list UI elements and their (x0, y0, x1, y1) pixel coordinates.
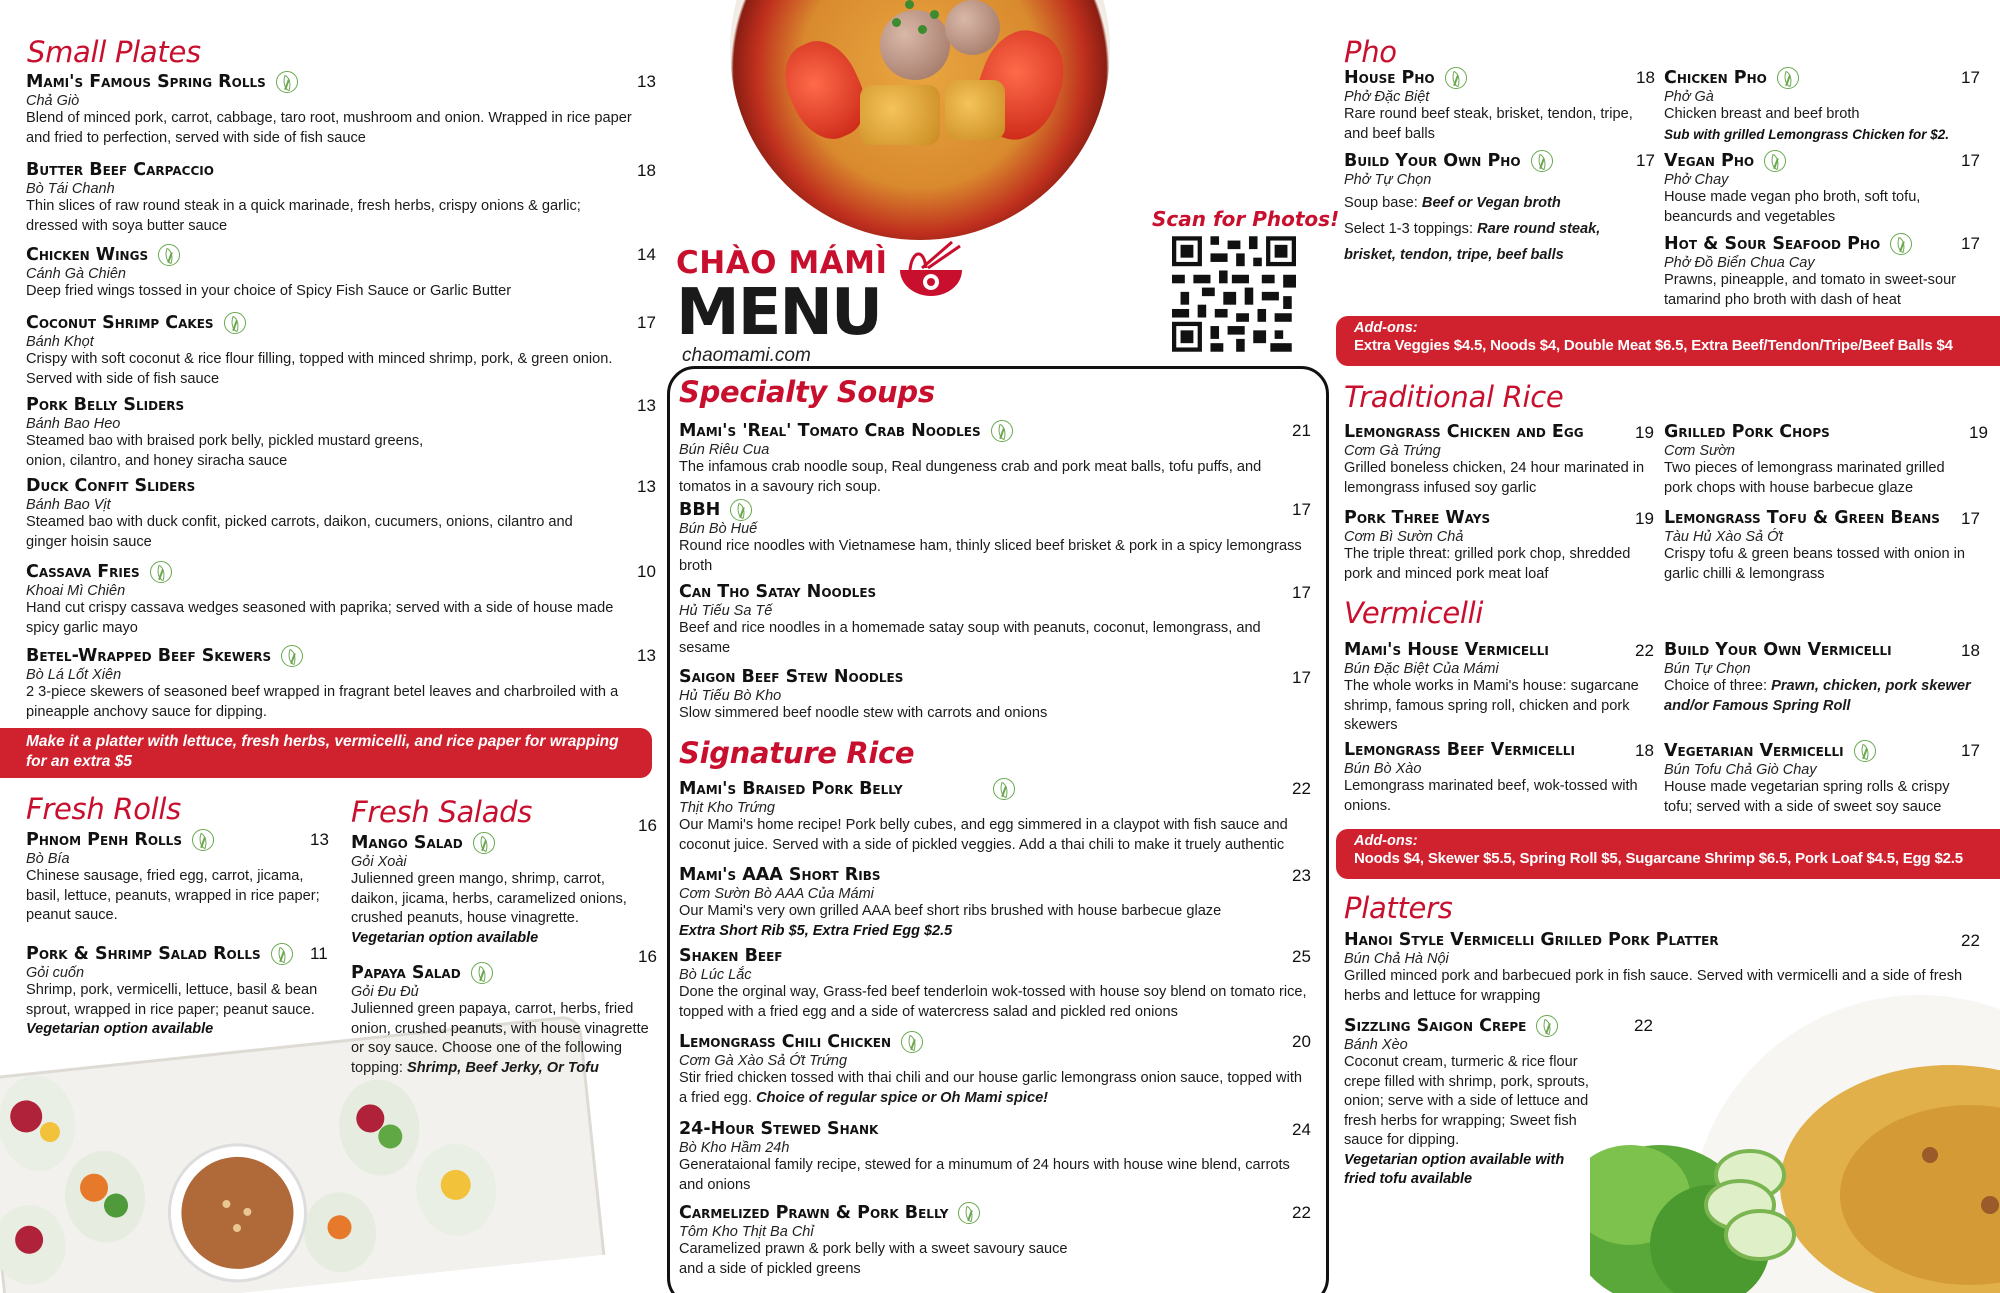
item-vietnamese-name: Bánh Khọt (26, 334, 94, 350)
vegan-leaf-icon (730, 499, 752, 521)
item-price: 17 (1961, 68, 1980, 87)
menu-item-lemongrass-chili-chicken[interactable] (679, 1031, 1319, 1108)
item-vietnamese-name: Bò Lúc Lắc (679, 967, 752, 983)
item-description: Two pieces of lemongrass marinated grilled pork chops with house barbecue glaze (1664, 460, 1945, 496)
brand-name: CHÀO MÁMÌ (676, 245, 888, 281)
item-price: 22 (1635, 641, 1654, 660)
item-description: Crispy tofu & green beans tossed with onion in garlic chilli & lemongrass (1664, 546, 1965, 582)
vegan-leaf-icon (901, 1031, 923, 1053)
item-name: Pork Three Ways (1344, 508, 1491, 528)
item-description: 2 3-piece skewers of seasoned beef wrapped in fragrant betel leaves and charbroiled with a pineapple anchovy sauce for dipping. (26, 684, 619, 720)
item-price: 11 (310, 944, 328, 963)
item-price: 22 (1634, 1016, 1653, 1035)
item-name: Mami's Braised Pork Belly (679, 778, 903, 799)
item-price: 17 (1292, 583, 1311, 602)
item-name: Betel-Wrapped Beef Skewers (26, 645, 272, 666)
item-name: Chicken Pho (1664, 67, 1767, 88)
item-price: 17 (1961, 741, 1980, 760)
menu-item-vegan-pho[interactable] (1664, 150, 1984, 227)
item-price: 24 (1292, 1120, 1311, 1139)
item-description: The infamous crab noodle soup, Real dungeness crab and pork meat balls, tofu puffs, and tomatos in a savoury rich soup. (679, 459, 1262, 495)
item-vietnamese-name: Cơm Gà Xào Sả Ớt Trứng (679, 1053, 848, 1069)
item-description: House made vegetarian spring rolls & crispy tofu; served with a side of sweet soy sauce (1664, 779, 1950, 815)
item-vietnamese-name: Bún Bò Huế (679, 521, 758, 537)
item-description: Our Mami's home recipe! Pork belly cubes, and egg simmered in a claypot with fish sauce and coconut juice. Served with a side of pickled veggies. Add a thai chili to make it truely authentic (679, 817, 1288, 853)
menu-item-saigon-beef-stew[interactable] (679, 667, 1319, 724)
item-description: Beef and rice noodles in a homemade satay soup with peanuts, coconut, lemongrass, and sesame (679, 620, 1261, 656)
menu-item-aaa-short-ribs[interactable] (679, 865, 1319, 941)
item-description: Shrimp, pork, vermicelli, lettuce, basil & bean sprout, wrapped in rice paper; peanut sauce. (26, 982, 318, 1018)
item-description: Julienned green papaya, carrot, herbs, fried onion, crushed peanuts, with house vinagrette or soy sauce. Choose one of the following topping: (351, 1001, 649, 1076)
menu-item-cassava-fries[interactable] (26, 561, 656, 638)
item-vietnamese-name: Phở Đồ Biển Chua Cay (1664, 255, 1815, 271)
menu-item-lemongrass-beef-vermicelli[interactable] (1344, 740, 1664, 816)
item-price: 13 (637, 477, 656, 496)
vegan-leaf-icon (1764, 150, 1786, 172)
item-name: Shaken Beef (679, 946, 783, 966)
item-name: 24-Hour Stewed Shank (679, 1119, 879, 1139)
qr-code-icon[interactable] (1172, 236, 1296, 352)
menu-item-papaya-salad[interactable] (351, 947, 661, 1078)
item-price: 17 (1292, 668, 1311, 687)
menu-item-can-tho-satay-noodles[interactable] (679, 582, 1319, 658)
item-price: 19 (1635, 509, 1654, 528)
section-title-vermicelli: Vermicelli (1344, 596, 1484, 630)
section-title-pho: Pho (1344, 35, 1397, 69)
item-vietnamese-name: Khoai Mì Chiên (26, 583, 126, 599)
noodle-bowl-icon (894, 240, 968, 302)
item-vietnamese-name: Cơm Gà Trứng (1344, 443, 1441, 459)
item-description: Crispy with soft coconut & rice flour filling, topped with minced shrimp, pork, & green onion. Served with side of fish sauce (26, 351, 613, 387)
vegan-leaf-icon (150, 561, 172, 583)
menu-item-hot-sour-seafood-pho[interactable] (1664, 233, 1984, 310)
item-vietnamese-name: Bò Kho Hầm 24h (679, 1140, 790, 1156)
pho-addons-banner (1336, 316, 2000, 366)
addons-list: Extra Veggies $4.5, Noods $4, Double Meat $6.5, Extra Beef/Tendon/Tripe/Beef Balls $4 (1354, 337, 1953, 354)
item-price: 18 (1961, 641, 1980, 660)
item-broth-options: Beef or Vegan broth (1421, 195, 1561, 211)
menu-item-house-vermicelli[interactable] (1344, 640, 1664, 736)
item-vietnamese-name: Bánh Xèo (1344, 1037, 1408, 1053)
vegan-leaf-icon (158, 244, 180, 266)
item-description: Blend of minced pork, carrot, cabbage, taro root, mushroom and onion. Wrapped in rice paper and fried to perfection, served with side of fish sauce (26, 110, 632, 146)
menu-item-build-your-own-vermicelli[interactable] (1664, 640, 1984, 716)
item-name: Mami's Famous Spring Rolls (26, 71, 266, 92)
item-vietnamese-name: Hủ Tiếu Bò Kho (679, 688, 782, 704)
item-name: Lemongrass Tofu & Green Beans (1664, 508, 1940, 528)
item-name: Lemongrass Chili Chicken (679, 1031, 892, 1052)
item-vietnamese-name: Bún Riêu Cua (679, 442, 770, 458)
item-topping-options: Rare round steak, brisket, tendon, tripe, beef balls (1344, 221, 1601, 263)
item-name: Duck Confit Sliders (26, 476, 196, 496)
item-vietnamese-name: Bò Lá Lốt Xiên (26, 667, 122, 683)
item-description: Hand cut crispy cassava wedges seasoned with paprika; served with a side of house made spicy garlic mayo (26, 600, 614, 636)
vegan-leaf-icon (224, 312, 246, 334)
menu-item-hanoi-grilled-pork-platter[interactable] (1344, 930, 1984, 1006)
item-vietnamese-name: Gỏi Xoài (351, 854, 407, 870)
vegan-leaf-icon (993, 778, 1015, 800)
vegan-leaf-icon (471, 962, 493, 984)
item-topping-label: Select 1-3 toppings: (1344, 221, 1473, 237)
section-title-specialty-soups: Specialty Soups (679, 375, 935, 409)
addons-list: Noods $4, Skewer $5.5, Spring Roll $5, Sugarcane Shrimp $6.5, Pork Loaf $4.5, Egg $2.5 (1354, 850, 1963, 867)
item-name: Coconut Shrimp Cakes (26, 312, 214, 333)
menu-heading: MENU (676, 276, 881, 350)
item-name: Mami's 'Real' Tomato Crab Noodles (679, 420, 981, 441)
vegan-leaf-icon (1854, 740, 1876, 762)
vegan-leaf-icon (991, 420, 1013, 442)
item-name: Mami's House Vermicelli (1344, 640, 1549, 660)
vegan-leaf-icon (1531, 150, 1553, 172)
item-description: The triple threat: grilled pork chop, shredded pork and minced pork meat loaf (1344, 546, 1631, 582)
section-title-fresh-salads: Fresh Salads (351, 795, 533, 829)
item-description: Choice of three: (1664, 678, 1768, 694)
item-price: 17 (1961, 151, 1980, 170)
vegan-leaf-icon (1777, 67, 1799, 89)
item-vietnamese-name: Bò Tái Chanh (26, 181, 115, 197)
section-title-signature-rice: Signature Rice (679, 736, 915, 770)
item-name: Build Your Own Pho (1344, 150, 1521, 171)
scan-for-photos-label: Scan for Photos! (1152, 207, 1340, 231)
item-description: Thin slices of raw round steak in a quick marinade, fresh herbs, crispy onions & garlic; dressed with soya butter sauce (26, 198, 581, 234)
item-price: 13 (637, 72, 656, 91)
item-vietnamese-name: Phở Đặc Biệt (1344, 89, 1430, 105)
vegan-leaf-icon (1536, 1015, 1558, 1037)
menu-item-betel-beef-skewers[interactable] (26, 645, 656, 722)
item-vietnamese-name: Bún Đặc Biệt Của Mámi (1344, 661, 1499, 677)
item-topping-options: Shrimp, Beef Jerky, Or Tofu (407, 1059, 599, 1076)
item-description: Round rice noodles with Vietnamese ham, thinly sliced beef brisket & pork in a spicy lemongrass broth (679, 538, 1302, 574)
item-description: Stir fried chicken tossed with thai chili and our house garlic lemongrass onion sauce, topped with a fried egg. (679, 1070, 1303, 1106)
item-vietnamese-name: Bún Tofu Chả Giò Chay (1664, 762, 1817, 778)
item-description: Done the orginal way, Grass-fed beef tenderloin wok-tossed with house soy blend on tomato rice, topped with a fried egg and a side of watercress salad and pickled red onions (679, 984, 1307, 1020)
item-name: Lemongrass Beef Vermicelli (1344, 740, 1575, 760)
item-vietnamese-name: Bún Tự Chọn (1664, 661, 1751, 677)
item-vietnamese-name: Bánh Bao Heo (26, 416, 121, 432)
item-price: 22 (1292, 779, 1311, 798)
item-description: Grilled boneless chicken, 24 hour marinated in lemongrass infused soy garlic (1344, 460, 1645, 496)
item-vietnamese-name: Bún Chả Hà Nội (1344, 951, 1449, 967)
menu-item-lemongrass-tofu-green-beans[interactable] (1664, 508, 1984, 584)
item-description: Chicken breast and beef broth (1664, 106, 1860, 122)
menu-item-spring-rolls[interactable] (26, 71, 656, 148)
item-price: 18 (1636, 68, 1655, 87)
item-name: House Pho (1344, 67, 1435, 88)
item-price: 16 (638, 816, 657, 835)
item-name: Phnom Penh Rolls (26, 829, 182, 850)
item-name: Mango Salad (351, 832, 463, 853)
item-price: 19 (1969, 423, 1988, 442)
item-note: Vegetarian option available (351, 929, 539, 946)
restaurant-logo (676, 245, 888, 367)
menu-item-house-pho[interactable] (1344, 67, 1664, 144)
item-description: Coconut cream, turmeric & rice flour crepe filled with shrimp, pork, sprouts, onion; serve with a side of lettuce and fresh herbs for wrapping; Sweet fish sauce for dipping. (1344, 1054, 1589, 1148)
item-vietnamese-name: Hủ Tiếu Sa Tế (679, 603, 773, 619)
item-vietnamese-name: Phở Chay (1664, 172, 1729, 188)
item-vietnamese-name: Tàu Hủ Xào Sả Ớt (1664, 529, 1783, 545)
item-name: Cassava Fries (26, 561, 140, 582)
item-price: 20 (1292, 1032, 1311, 1051)
item-description: Julienned green mango, shrimp, carrot, daikon, jicama, herbs, caramelized onions, crushed peanuts, house vinagrette. (351, 871, 627, 926)
vegan-leaf-icon (192, 829, 214, 851)
item-price: 16 (638, 947, 657, 966)
item-note: Vegetarian option available with fried tofu available (1344, 1151, 1565, 1187)
menu-item-butter-beef-carpaccio[interactable] (26, 160, 656, 236)
vegan-leaf-icon (276, 71, 298, 93)
menu-item-lemongrass-chicken-egg[interactable] (1344, 422, 1664, 498)
item-name: Carmelized Prawn & Pork Belly (679, 1202, 949, 1223)
item-description: Steamed bao with braised pork belly, pickled mustard greens, onion, cilantro, and honey siracha sauce (26, 433, 424, 469)
item-note: Sub with grilled Lemongrass Chicken for $2. (1664, 126, 1950, 142)
section-title-traditional-rice: Traditional Rice (1344, 380, 1564, 414)
menu-item-pork-shrimp-salad-rolls[interactable] (26, 943, 346, 1040)
item-name: Lemongrass Chicken and Egg (1344, 422, 1584, 442)
soup-bowl-photo (730, 0, 1110, 240)
item-name: Vegan Pho (1664, 150, 1755, 171)
addons-label: Add-ons: (1354, 320, 1418, 336)
vegan-leaf-icon (271, 943, 293, 965)
item-name: Grilled Pork Chops (1664, 422, 1830, 442)
item-vietnamese-name: Bánh Bao Vịt (26, 497, 111, 513)
menu-item-duck-confit-sliders[interactable] (26, 476, 656, 552)
item-name: Pork Belly Sliders (26, 395, 185, 415)
item-price: 22 (1292, 1203, 1311, 1222)
website-url[interactable]: chaomami.com (682, 345, 811, 366)
item-vietnamese-name: Cánh Gà Chiên (26, 266, 126, 282)
menu-item-mango-salad[interactable] (351, 816, 661, 948)
item-price: 22 (1961, 931, 1980, 950)
item-price: 25 (1292, 947, 1311, 966)
item-description: Deep fried wings tossed in your choice of Spicy Fish Sauce or Garlic Butter (26, 283, 512, 299)
item-vietnamese-name: Phở Tự Chọn (1344, 172, 1432, 188)
menu-item-bbh[interactable] (679, 499, 1319, 576)
vegan-leaf-icon (1445, 67, 1467, 89)
item-description: Chinese sausage, fried egg, carrot, jicama, basil, lettuce, peanuts, wrapped in rice paper; peanut sauce. (26, 868, 320, 923)
item-price: 17 (637, 313, 656, 332)
menu-item-phnom-penh-rolls[interactable] (26, 829, 346, 926)
item-price: 17 (1292, 500, 1311, 519)
item-price: 17 (1961, 509, 1980, 528)
section-title-small-plates: Small Plates (27, 35, 201, 69)
menu-item-vegetarian-vermicelli[interactable] (1664, 740, 1984, 817)
menu-item-chicken-pho[interactable] (1664, 67, 1984, 144)
item-name: Build Your Own Vermicelli (1664, 640, 1892, 660)
item-vietnamese-name: Gỏi Đu Đủ (351, 984, 419, 1000)
item-price: 18 (637, 161, 656, 180)
item-name: Butter Beef Carpaccio (26, 160, 214, 180)
menu-item-build-your-own-pho[interactable] (1344, 150, 1664, 268)
item-price: 23 (1292, 866, 1311, 885)
item-name: Sizzling Saigon Crepe (1344, 1015, 1527, 1036)
item-vietnamese-name: Gỏi cuốn (26, 965, 85, 981)
item-name: Vegetarian Vermicelli (1664, 740, 1844, 761)
item-description: The whole works in Mami's house: sugarcane shrimp, famous spring roll, chicken and pork skewers (1344, 678, 1639, 733)
menu-item-grilled-pork-chops[interactable] (1664, 422, 1988, 498)
item-spice-options: Choice of regular spice or Oh Mami spice! (756, 1089, 1049, 1106)
item-name: BBH (679, 499, 721, 520)
item-vietnamese-name: Cơm Sườn Bò AAA Của Mámi (679, 886, 874, 902)
item-price: 14 (637, 245, 656, 264)
item-vietnamese-name: Thịt Kho Trứng (679, 800, 775, 816)
item-vietnamese-name: Cơm Sườn (1664, 443, 1736, 459)
item-price: 18 (1635, 741, 1654, 760)
menu-item-shaken-beef[interactable] (679, 946, 1319, 1022)
item-description: Prawns, pineapple, and tomato in sweet-sour tamarind pho broth with dash of heat (1664, 272, 1957, 308)
item-vietnamese-name: Tôm Kho Thịt Ba Chỉ (679, 1224, 814, 1240)
item-note: Extra Short Rib $5, Extra Fried Egg $2.5 (679, 922, 953, 939)
menu-item-coconut-shrimp-cakes[interactable] (26, 312, 656, 389)
item-vietnamese-name: Chả Giò (26, 93, 80, 109)
item-vietnamese-name: Bún Bò Xào (1344, 761, 1422, 777)
vegan-leaf-icon (958, 1202, 980, 1224)
menu-item-braised-pork-belly[interactable] (679, 778, 1319, 855)
menu-item-pork-belly-sliders[interactable] (26, 395, 656, 471)
item-note: Vegetarian option available (26, 1021, 214, 1037)
menu-item-prawn-pork-belly[interactable] (679, 1202, 1319, 1279)
item-price: 17 (1961, 234, 1980, 253)
vegan-leaf-icon (1890, 233, 1912, 255)
item-price: 21 (1292, 421, 1311, 440)
item-vietnamese-name: Phở Gà (1664, 89, 1714, 105)
menu-item-pork-three-ways[interactable] (1344, 508, 1664, 584)
menu-item-chicken-wings[interactable] (26, 244, 656, 302)
section-title-platters: Platters (1344, 891, 1453, 925)
item-price: 19 (1635, 423, 1654, 442)
vegan-leaf-icon (473, 832, 495, 854)
item-description: Rare round beef steak, brisket, tendon, tripe, and beef balls (1344, 106, 1633, 142)
item-name: Hanoi Style Vermicelli Grilled Pork Platter (1344, 930, 1719, 950)
item-name: Saigon Beef Stew Noodles (679, 667, 904, 687)
item-name: Can Tho Satay Noodles (679, 582, 877, 602)
item-vietnamese-name: Cơm Bì Sườn Chả (1344, 529, 1464, 545)
menu-item-sizzling-saigon-crepe[interactable] (1344, 1015, 1664, 1190)
item-price: 13 (637, 396, 656, 415)
item-description: Generataional family recipe, stewed for a minumum of 24 hours with house wine blend, carrots and onions (679, 1157, 1290, 1193)
vermicelli-addons-banner (1336, 829, 2000, 879)
vegan-leaf-icon (281, 645, 303, 667)
item-name: Papaya Salad (351, 962, 461, 983)
item-description: House made vegan pho broth, soft tofu, beancurds and vegetables (1664, 189, 1921, 225)
item-description: Our Mami's very own grilled AAA beef short ribs brushed with house barbecue glaze (679, 903, 1222, 919)
item-description: Steamed bao with duck confit, picked carrots, daikon, cucumers, onions, cilantro and ginger hoisin sauce (26, 514, 573, 550)
menu-item-stewed-shank[interactable] (679, 1119, 1319, 1195)
item-name: Hot & Sour Seafood Pho (1664, 233, 1881, 254)
item-price: 13 (637, 646, 656, 665)
item-description: Lemongrass marinated beef, wok-tossed with onions. (1344, 778, 1638, 814)
item-price: 10 (637, 562, 656, 581)
platter-upgrade-banner: Make it a platter with lettuce, fresh herbs, vermicelli, and rice paper for wrapping for an extra $5 (0, 728, 652, 778)
section-title-fresh-rolls: Fresh Rolls (26, 792, 181, 826)
item-choice-options: Prawn, chicken, pork skewer and/or Famous Spring Roll (1664, 678, 1971, 714)
item-name: Chicken Wings (26, 244, 149, 265)
item-name: Pork & Shrimp Salad Rolls (26, 943, 261, 964)
item-description: Caramelized prawn & pork belly with a sweet savoury sauce and a side of pickled greens (679, 1241, 1068, 1277)
item-vietnamese-name: Bò Bía (26, 851, 70, 867)
item-name: Mami's AAA Short Ribs (679, 865, 881, 885)
item-description: Grilled minced pork and barbecued pork in fish sauce. Served with vermicelli and a side of fresh herbs and lettuce for wrapping (1344, 968, 1963, 1004)
item-price: 17 (1636, 151, 1655, 170)
menu-item-tomato-crab-noodles[interactable] (679, 420, 1319, 497)
item-description: Soup base: (1344, 195, 1418, 211)
addons-label: Add-ons: (1354, 833, 1418, 849)
item-price: 13 (310, 830, 329, 849)
item-description: Slow simmered beef noodle stew with carrots and onions (679, 705, 1048, 721)
